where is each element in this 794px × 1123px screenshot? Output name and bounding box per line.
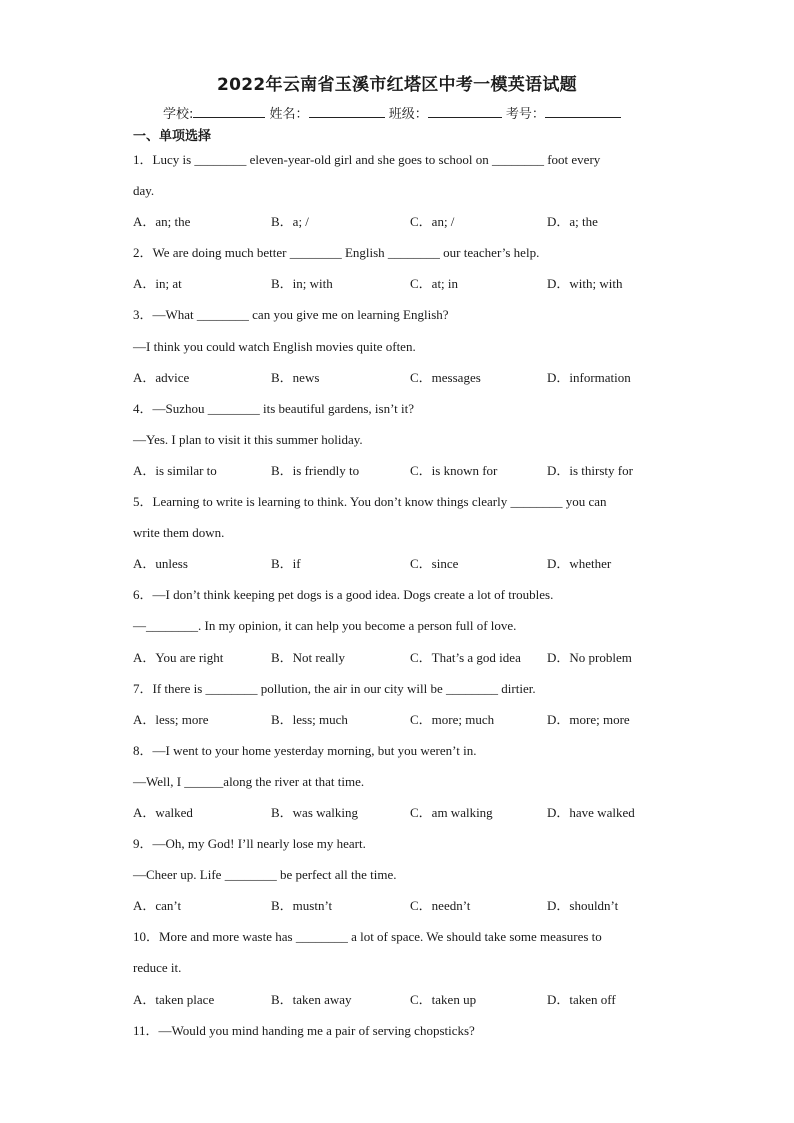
answer-options-row — [133, 984, 653, 1015]
question-text-line: 9．—Oh, my God! I’ll nearly lose my heart. — [133, 836, 366, 852]
question-text-line: —________. In my opinion, it can help you become a person full of love. — [133, 618, 517, 634]
answer-option-c: C．since — [410, 556, 459, 572]
answer-options-row — [133, 362, 653, 393]
question-text-line: —Cheer up. Life ________ be perfect all the time. — [133, 867, 397, 883]
question-text-line: 3．—What ________ can you give me on learning English? — [133, 307, 449, 323]
answer-option-c: C．am walking — [410, 804, 493, 820]
number-label: 考号： — [505, 107, 545, 122]
number-blank — [545, 105, 621, 118]
name-blank — [309, 105, 385, 118]
answer-option-a: A．less; more — [133, 711, 209, 727]
answer-option-d: D．taken off — [547, 991, 616, 1007]
answer-option-d: D．information — [547, 369, 631, 385]
answer-option-b: B．Not really — [271, 649, 346, 665]
answer-option-c: C．is known for — [410, 462, 498, 478]
question-text-line: 7．If there is ________ pollution, the air in our city will be ________ dirtier. — [133, 680, 536, 696]
question-text-line: —I think you could watch English movies quite often. — [133, 338, 416, 354]
answer-option-c: C．needn’t — [410, 898, 471, 914]
answer-option-b: B．in; with — [271, 276, 333, 292]
answer-option-d: D．a; the — [547, 214, 598, 230]
answer-options-row — [133, 797, 653, 828]
answer-option-d: D．more; more — [547, 711, 630, 727]
answer-option-d: D．is thirsty for — [547, 462, 633, 478]
answer-option-c: C．That’s a god idea — [410, 649, 521, 665]
answer-option-c: C．messages — [410, 369, 481, 385]
answer-option-c: C．taken up — [410, 991, 477, 1007]
answer-option-a: A．unless — [133, 556, 188, 572]
answer-option-b: B．was walking — [271, 804, 359, 820]
question-text-line: 11．—Would you mind handing me a pair of serving chopsticks? — [133, 1022, 475, 1038]
answer-options-row — [133, 890, 653, 921]
answer-option-b: B．mustn’t — [271, 898, 333, 914]
answer-option-a: A．in; at — [133, 276, 182, 292]
answer-option-b: B．taken away — [271, 991, 352, 1007]
class-blank — [428, 105, 502, 118]
section-heading: 一、单项选择 — [133, 129, 212, 144]
question-text-line: day. — [133, 183, 155, 199]
question-text-line: write them down. — [133, 525, 225, 541]
answer-options-row — [133, 206, 653, 237]
question-list — [133, 144, 653, 1046]
answer-option-b: B．less; much — [271, 711, 348, 727]
answer-option-a: A．You are right — [133, 649, 224, 665]
answer-option-c: C．at; in — [410, 276, 459, 292]
answer-options-row — [133, 455, 653, 486]
answer-option-d: D．with; with — [547, 276, 623, 292]
answer-option-a: A．walked — [133, 804, 193, 820]
answer-option-d: D．No problem — [547, 649, 632, 665]
question-text-line: 10．More and more waste has ________ a lot of space. We should take some measures to — [133, 929, 602, 945]
answer-option-a: A．advice — [133, 369, 190, 385]
answer-options-row — [133, 268, 653, 299]
answer-option-a: A．is similar to — [133, 462, 217, 478]
name-label: 姓名： — [269, 107, 309, 122]
answer-option-a: A．taken place — [133, 991, 215, 1007]
answer-option-c: C．more; much — [410, 711, 495, 727]
page-title: 2022年云南省玉溪市红塔区中考一模英语试题 — [217, 75, 577, 95]
question-text-line: 1．Lucy is ________ eleven-year-old girl and she goes to school on ________ foot every — [133, 152, 601, 167]
answer-options-row — [133, 704, 653, 735]
answer-option-c: C．an; / — [410, 214, 455, 230]
answer-option-a: A．can’t — [133, 898, 182, 914]
answer-option-d: D．shouldn’t — [547, 898, 619, 914]
answer-option-d: D．whether — [547, 556, 612, 572]
question-text-line: —Yes. I plan to visit it this summer holiday. — [133, 431, 363, 447]
school-blank — [193, 105, 265, 118]
school-label: 学校: — [163, 107, 194, 122]
answer-option-b: B．is friendly to — [271, 462, 360, 478]
answer-options-row — [133, 642, 653, 673]
answer-option-b: B．news — [271, 369, 320, 385]
class-label: 班级： — [388, 107, 428, 122]
question-text-line: —Well, I ______along the river at that time. — [133, 773, 365, 789]
answer-option-a: A．an; the — [133, 214, 191, 230]
answer-option-d: D．have walked — [547, 804, 635, 820]
answer-option-b: B．if — [271, 556, 301, 572]
question-text-line: 8．—I went to your home yesterday morning, but you weren’t in. — [133, 742, 477, 758]
student-info-line — [163, 103, 621, 122]
question-text-line: reduce it. — [133, 960, 182, 976]
question-text-line: 5．Learning to write is learning to think. You don’t know things clearly ________ you can — [133, 494, 607, 510]
question-text-line: 6．—I don’t think keeping pet dogs is a good idea. Dogs create a lot of troubles. — [133, 587, 554, 603]
answer-option-b: B．a; / — [271, 214, 309, 230]
question-text-line: 4．—Suzhou ________ its beautiful gardens, isn’t it? — [133, 400, 415, 416]
question-text-line: 2．We are doing much better ________ English ________ our teacher’s help. — [133, 245, 540, 261]
answer-options-row — [133, 548, 653, 579]
